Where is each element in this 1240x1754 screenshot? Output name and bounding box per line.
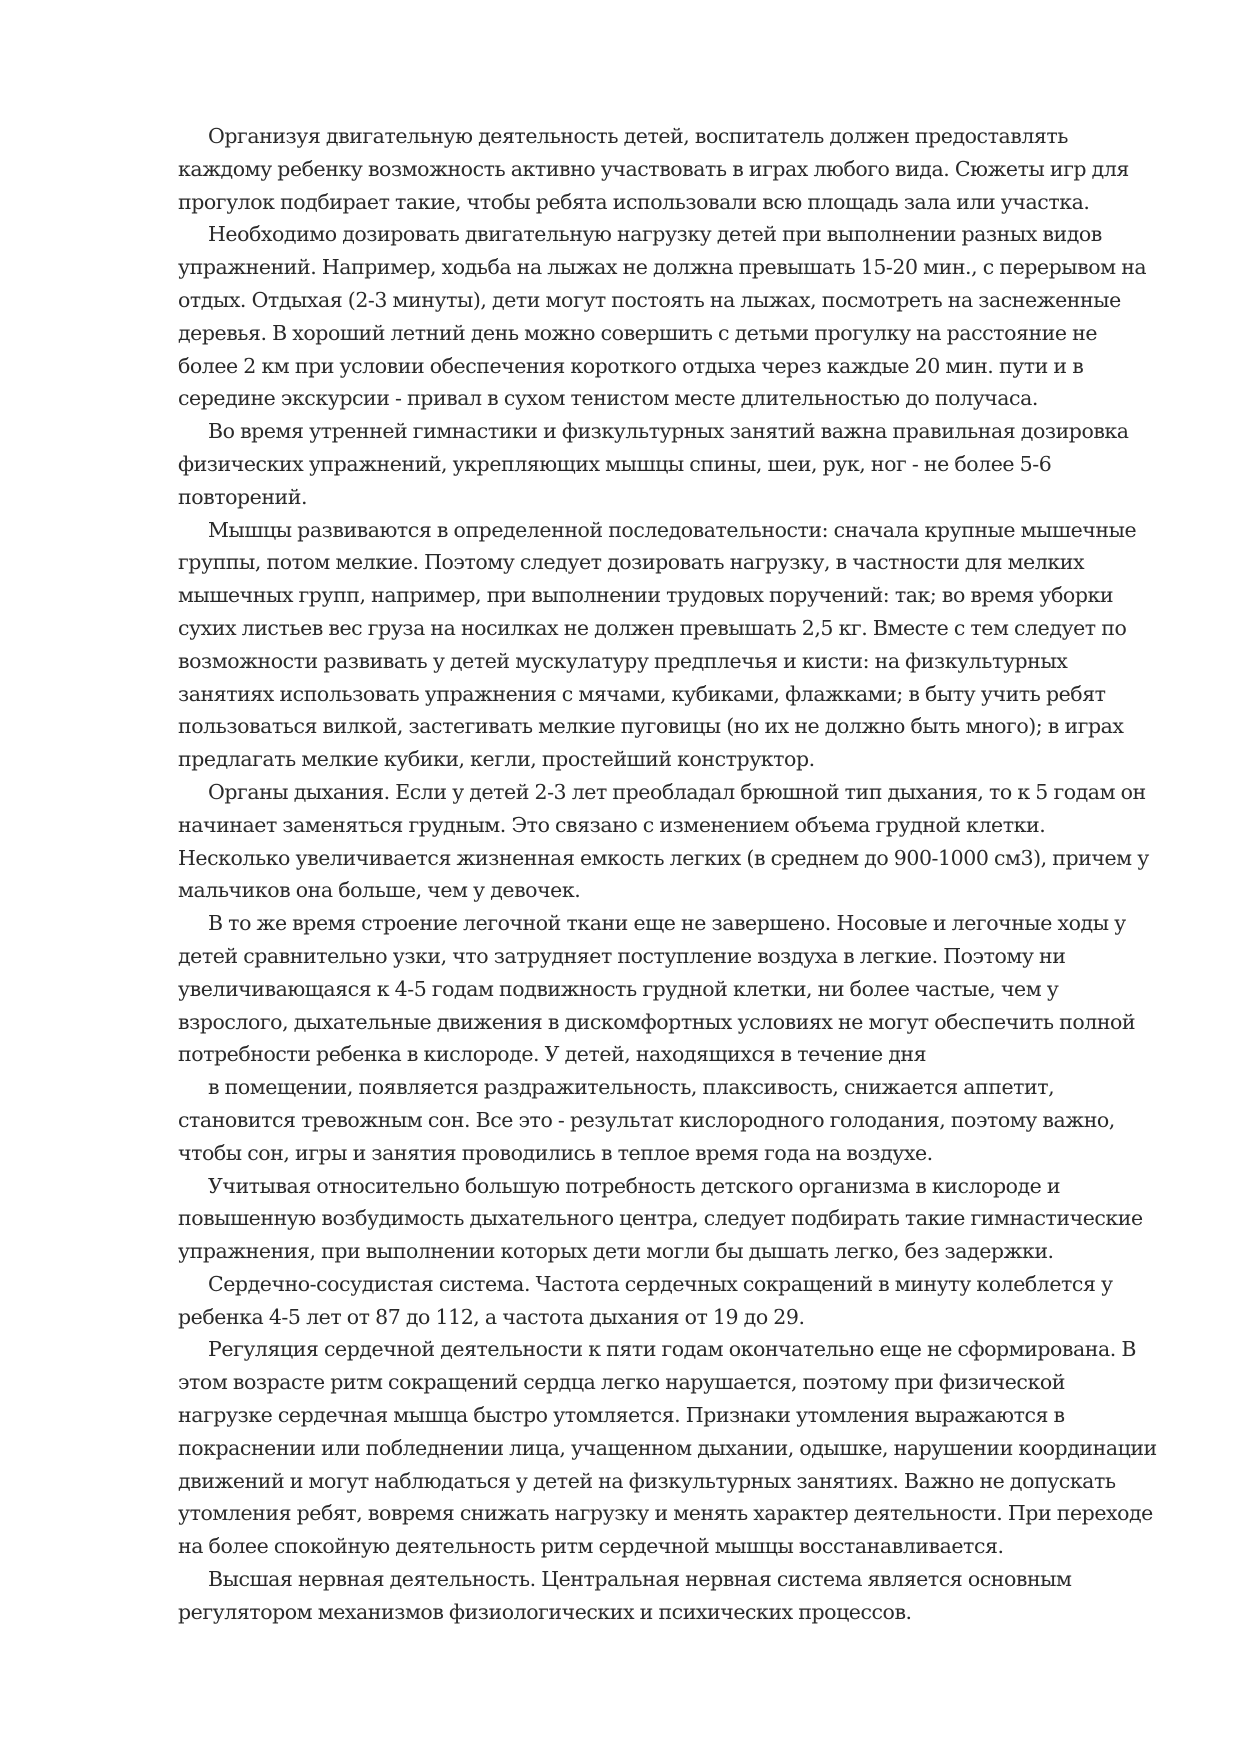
paragraph-muscle-development: Мышцы развиваются в определенной последовательности: сначала крупные мышечные группы, потом мелкие. Поэтому следует дозировать нагрузку, в частности для мелких мышечных групп, например, при выполнении трудовых поручений: так; во время уборки сухих листьев вес груза на носилках не должен превышать 2,5 кг. Вместе с тем следует по возможности развивать у детей мускулатуру предплечья и кисти: на физкультурных занятиях использовать упражнения с мячами, кубиками, флажками; в быту учить ребят пользоваться вилкой, застегивать мелкие пуговицы (но их не должно быть много); в играх предлагать мелкие кубики, кегли, простейший конструктор. bbox=[178, 517, 1137, 772]
document-body bbox=[178, 120, 1158, 1629]
paragraph-cardiovascular: Сердечно-сосудистая система. Частота сердечных сокращений в минуту колеблется у ребенка 4-5 лет от 87 до 112, а частота дыхания от 19 до 29. bbox=[178, 1271, 1113, 1329]
paragraph-nervous-activity: Высшая нервная деятельность. Центральная нервная система является основным регулятором механизмов физиологических и психических процессов. bbox=[178, 1567, 1072, 1624]
paragraph-morning-gymnastics: Во время утренней гимнастики и физкультурных занятий важна правильная дозировка физических упражнений, укрепляющих мышцы спины, шеи, рук, ног - не более 5-6 повторений. bbox=[178, 419, 1129, 509]
paragraph-heart-regulation: Регуляция сердечной деятельности к пяти годам окончательно еще не сформирована. В этом возрасте ритм сокращений сердца легко нарушается, поэтому при физической нагрузке сердечная мышца быстро утомляется. Признаки утомления выражаются в покраснении или побледнении лица, учащенном дыхании, одышке, нарушении координации движений и могут наблюдаться у детей на физкультурных занятиях. Важно не допускать утомления ребят, вовремя снижать нагрузку и менять характер деятельности. При переходе на более спокойную деятельность ритм сердечной мышцы восстанавливается. bbox=[178, 1337, 1157, 1559]
paragraph-indoor-effects: в помещении, появляется раздражительность, плаксивость, снижается аппетит, становится тревожным сон. Все это - результат кислородного голодания, поэтому важно, чтобы сон, игры и занятия проводились в теплое время года на воздухе. bbox=[178, 1075, 1115, 1165]
paragraph-oxygen-need: Учитывая относительно большую потребность детского организма в кислороде и повышенную возбудимость дыхательного центра, следует подбирать такие гимнастические упражнения, при выполнении которых дети могли бы дышать легко, без задержки. bbox=[178, 1173, 1143, 1264]
paragraph-load-dosage: Необходимо дозировать двигательную нагрузку детей при выполнении разных видов упражнений. Например, ходьба на лыжах не должна превышать 15-20 мин., с перерывом на отдых. Отдыхая (2-3 минуты), дети могут постоять на лыжах, посмотреть на заснеженные деревья. В хороший летний день можно совершить с детьми прогулку на расстояние не более 2 км при условии обеспечения короткого отдыха через каждые 20 мин. пути и в середине экскурсии - привал в сухом тенистом месте длительностью до получаса. bbox=[178, 222, 1147, 411]
paragraph-respiratory-organs: Органы дыхания. Если у детей 2-3 лет преобладал брюшной тип дыхания, то к 5 годам он начинает заменяться грудным. Это связано с изменением объема грудной клетки. Несколько увеличивается жизненная емкость легких (в среднем до 900-1000 см3), причем у мальчиков она больше, чем у девочек. bbox=[178, 779, 1149, 903]
paragraph-lung-tissue: В то же время строение легочной ткани еще не завершено. Носовые и легочные ходы у детей сравнительно узки, что затрудняет поступление воздуха в легкие. Поэтому ни увеличивающаяся к 4-5 годам подвижность грудной клетки, ни более частые, чем у взрослого, дыхательные движения в дискомфортных условиях не могут обеспечить полной потребности ребенка в кислороде. У детей, находящихся в течение дня bbox=[178, 911, 1136, 1067]
paragraph-motor-activity: Организуя двигательную деятельность детей, воспитатель должен предоставлять каждому ребенку возможность активно участвовать в играх любого вида. Сюжеты игр для прогулок подбирает такие, чтобы ребята использовали всю площадь зала или участка. bbox=[178, 124, 1129, 214]
